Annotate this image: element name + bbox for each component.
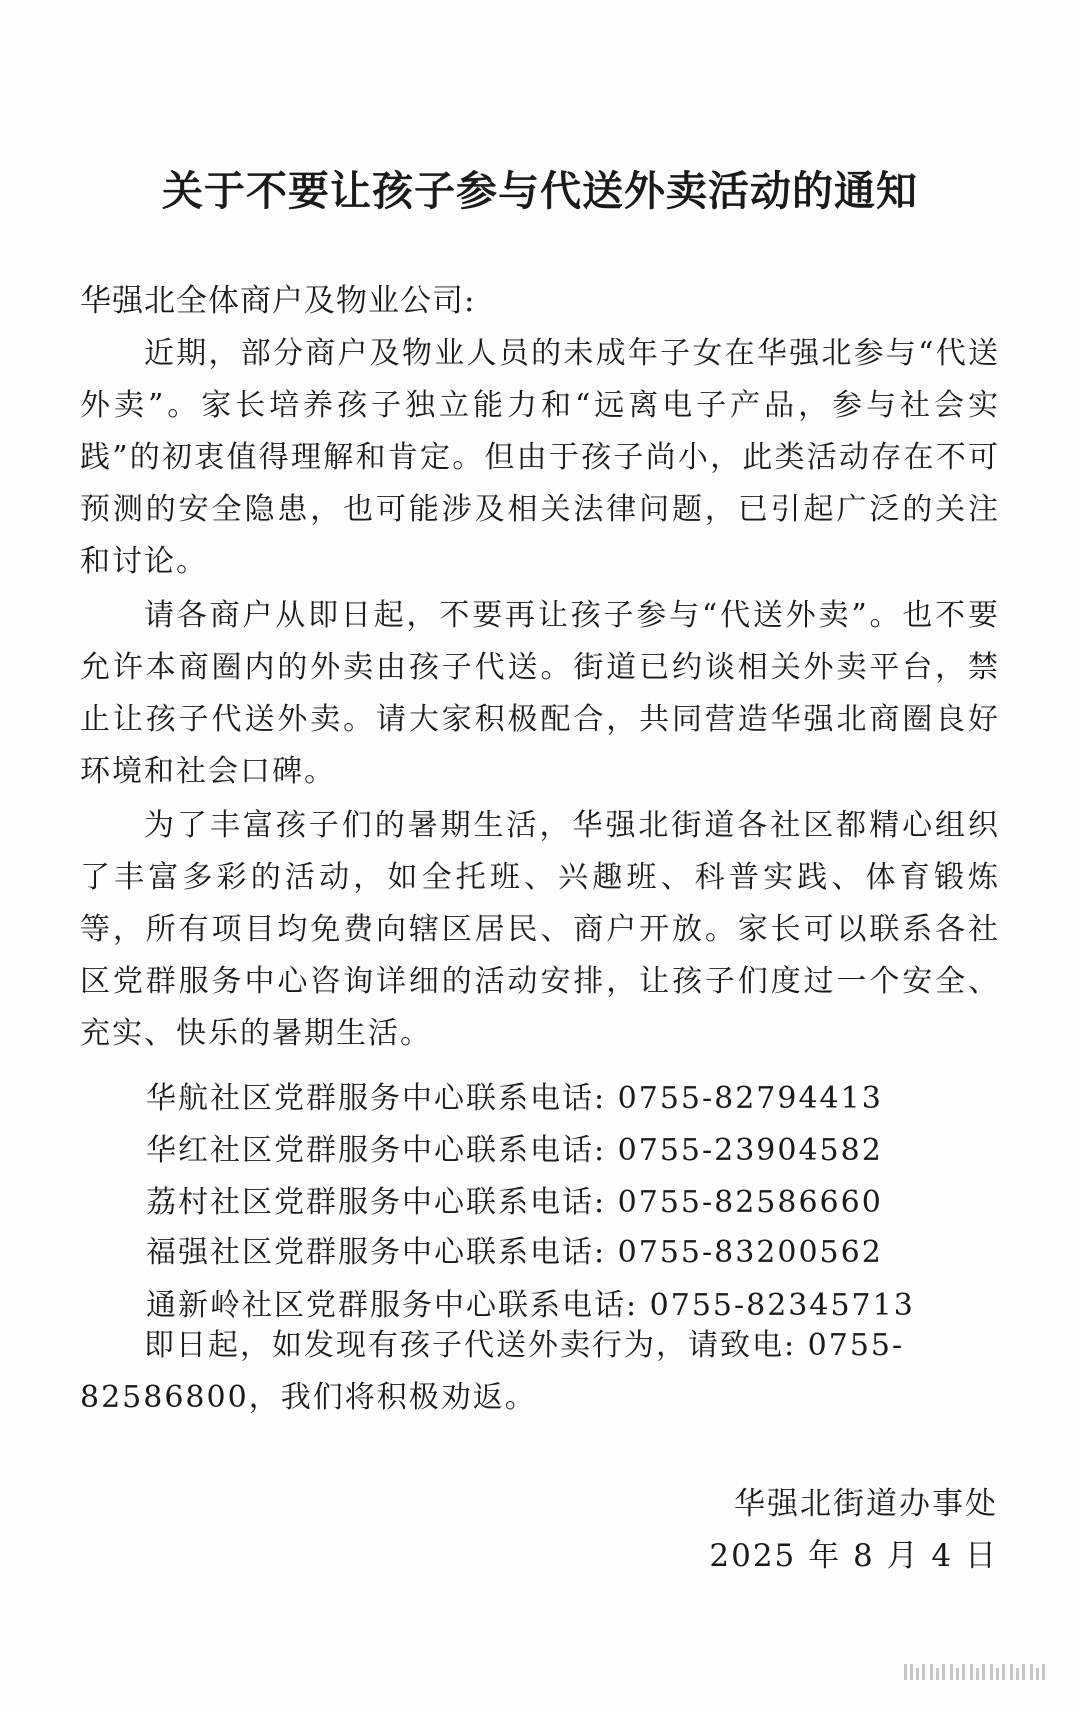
paragraph-3: 为了丰富孩子们的暑期生活，华强北街道各社区都精心组织了丰富多彩的活动，如全托班、兴趣班、科普实践、体育锻炼等，所有项目均免费向辖区居民、商户开放。家长可以联系各社区党群服务中心咨询详细的活动安排，让孩子们度过一个安全、充实、快乐的暑期生活。 [80,808,1000,1051]
contact-tongxinling: 通新岭社区党群服务中心联系电话: 0755-82345713 [146,1288,915,1323]
salutation: 华强北全体商户及物业公司: [80,283,476,319]
issue-date: 2025 年 8 月 4 日 [709,1538,998,1574]
contact-fuqiang: 福强社区党群服务中心联系电话: 0755-83200562 [146,1235,883,1270]
watermark-icon [904,1662,1054,1682]
contact-huahang: 华航社区党群服务中心联系电话: 0755-82794413 [146,1081,883,1116]
contact-licun: 荔村社区党群服务中心联系电话: 0755-82586660 [146,1185,883,1220]
contact-huahong: 华红社区党群服务中心联系电话: 0755-23904582 [146,1133,883,1168]
paragraph-1: 近期，部分商户及物业人员的未成年子女在华强北参与“代送外卖”。家长培养孩子独立能力和“远离电子产品，参与社会实践”的初衷值得理解和肯定。但由于孩子尚小，此类活动存在不可预测的安全隐患，也可能涉及相关法律问题，已引起广泛的关注和讨论。 [80,336,1000,579]
notice-title: 关于不要让孩子参与代送外卖活动的通知 [162,167,918,215]
report-hotline: 即日起，如发现有孩子代送外卖行为，请致电: 0755-82586800，我们将积极劝返。 [80,1328,905,1415]
paragraph-2: 请各商户从即日起，不要再让孩子参与“代送外卖”。也不要允许本商圈内的外卖由孩子代送。街道已约谈相关外卖平台，禁止让孩子代送外卖。请大家积极配合，共同营造华强北商圈良好环境和社会口碑。 [80,598,1000,789]
issuing-office: 华强北街道办事处 [734,1486,998,1522]
